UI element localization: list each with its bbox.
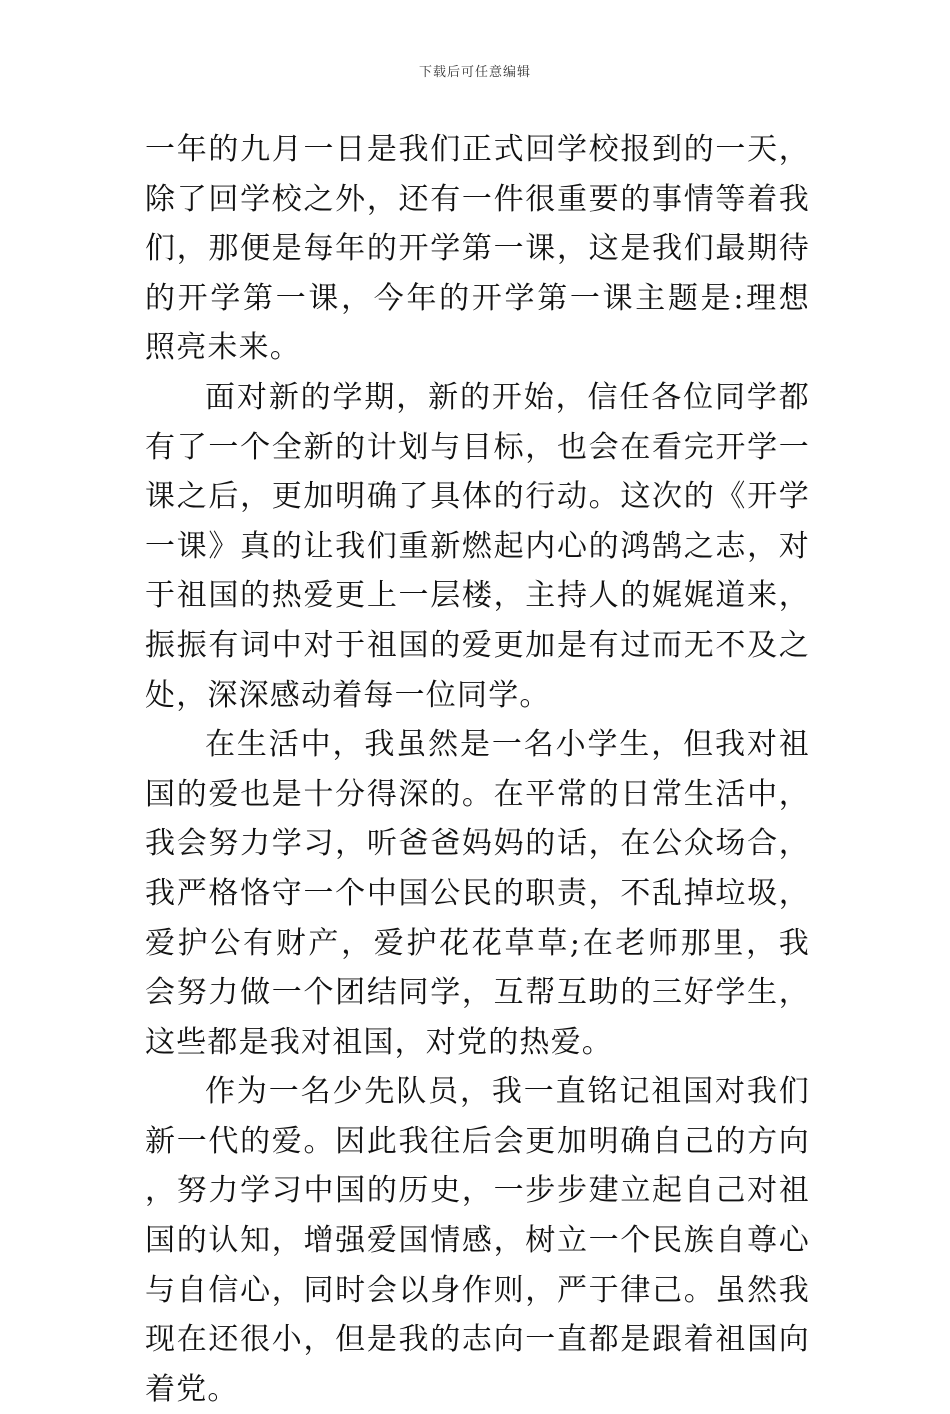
- paragraph-4: 作为一名少先队员，我一直铭记祖国对我们新一代的爱。因此我往后会更加明确自己的方向，努力学习中国的历史，一步步建立起自己对祖国的认知，增强爱国情感，树立一个民族自尊心与自信心，同时会以身作则，严于律己。虽然我现在还很小，但是我的志向一直都是跟着祖国向着党。: [145, 1074, 810, 1407]
- document-body: [145, 125, 810, 1414]
- paragraph-3: 在生活中，我虽然是一名小学生，但我对祖国的爱也是十分得深的。在平常的日常生活中，我会努力学习，听爸爸妈妈的话，在公众场合，我严格恪守一个中国公民的职责，不乱掉垃圾，爱护公有财产，爱护花花草草;在老师那里，我会努力做一个团结同学，互帮互助的三好学生，这些都是我对祖国，对党的热爱。: [145, 727, 810, 1060]
- page-header: 下载后可任意编辑: [418, 65, 531, 80]
- paragraph-2: 面对新的学期，新的开始，信任各位同学都有了一个全新的计划与目标，也会在看完开学一课之后，更加明确了具体的行动。这次的《开学一课》真的让我们重新燃起内心的鸿鹄之志，对于祖国的热爱更上一层楼，主持人的娓娓道来，振振有词中对于祖国的爱更加是有过而无不及之处，深深感动着每一位同学。: [145, 379, 810, 713]
- paragraph-1: 一年的九月一日是我们正式回学校报到的一天，除了回学校之外，还有一件很重要的事情等着我们，那便是每年的开学第一课，这是我们最期待的开学第一课，今年的开学第一课主题是:理想照亮未来。: [145, 132, 810, 366]
